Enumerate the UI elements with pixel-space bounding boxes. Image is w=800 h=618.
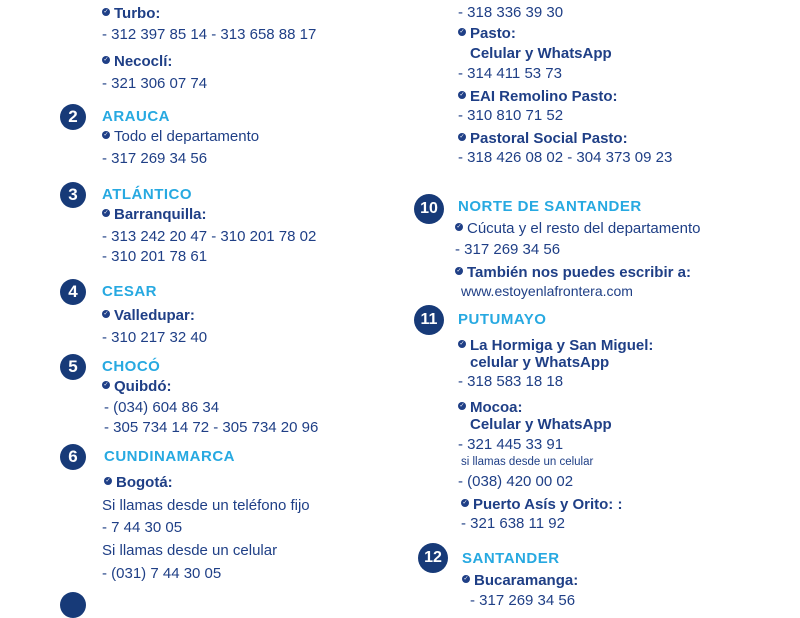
check-icon: ✓ (459, 29, 465, 36)
dept-arauca: ARAUCA (102, 108, 170, 125)
check-icon: ✓ (459, 134, 465, 141)
phone-line: - 318 583 18 18 (458, 373, 564, 390)
phone-line: - 317 269 34 56 (455, 241, 561, 258)
check-icon: ✓ (103, 382, 109, 389)
city-label: También nos puedes escribir a: (467, 264, 691, 281)
phone-line: - (034) 604 86 34 (104, 399, 220, 416)
dept-putumayo: PUTUMAYO (458, 311, 547, 328)
check-icon: ✓ (103, 57, 109, 64)
city-label: Pastoral Social Pasto: (470, 130, 628, 147)
check-icon: ✓ (463, 576, 469, 583)
check-icon: ✓ (103, 132, 109, 139)
phone-line: - 310 810 71 52 (458, 107, 564, 124)
text-line: Si llamas desde un celular (102, 542, 278, 559)
check-icon: ✓ (103, 311, 109, 318)
check-icon: ✓ (459, 92, 465, 99)
city-sub: Celular y WhatsApp (470, 45, 612, 62)
city-label: Puerto Asís y Orito: : (473, 496, 623, 513)
phone-line: - (031) 7 44 30 05 (102, 565, 222, 582)
write-label (455, 264, 691, 281)
dept-choco: CHOCÓ (102, 358, 161, 375)
city-label: Valledupar: (114, 307, 195, 324)
city-label: Turbo: (114, 5, 161, 22)
dept-cundinamarca: CUNDINAMARCA (104, 448, 235, 465)
city-eai (458, 88, 618, 105)
dept-atlantico: ATLÁNTICO (102, 186, 193, 203)
section-number-badge: 12 (418, 543, 448, 573)
dept-norte-santander: NORTE DE SANTANDER (458, 198, 642, 215)
city-sub: Celular y WhatsApp (470, 416, 612, 433)
phone-line: - (038) 420 00 02 (458, 473, 574, 490)
text-value: Cúcuta y el resto del departamento (467, 220, 701, 237)
phone-line: - 321 638 11 92 (461, 515, 565, 532)
city-turbo (102, 5, 160, 22)
note-text: si llamas desde un celular (461, 456, 594, 468)
phone-line: - 321 445 33 91 (458, 436, 564, 453)
text-line: Si llamas desde un teléfono fijo (102, 497, 310, 514)
city-label: EAI Remolino Pasto: (470, 88, 618, 105)
text-line (455, 220, 700, 237)
city-pastoral (458, 130, 628, 147)
city-label: La Hormiga y San Miguel: (470, 337, 654, 354)
city-label: Pasto: (470, 25, 516, 42)
city-valledupar (102, 307, 195, 324)
city-barranquilla (102, 206, 207, 223)
phone-arauca: - 317 269 34 56 (102, 150, 208, 167)
city-bogota (104, 474, 173, 491)
dept-santander: SANTANDER (462, 550, 560, 567)
text-value: Todo el departamento (114, 128, 260, 145)
section-number-badge: 5 (60, 354, 86, 380)
section-number-badge-partial (60, 592, 86, 618)
check-icon: ✓ (459, 341, 465, 348)
city-pasto (458, 25, 516, 42)
city-label: Quibdó: (114, 378, 172, 395)
phone-line: - 313 242 20 47 - 310 201 78 02 (102, 228, 317, 245)
city-mocoa (458, 399, 523, 416)
section-number-badge: 6 (60, 444, 86, 470)
check-icon: ✓ (456, 268, 462, 275)
phone-line: - 310 217 32 40 (102, 329, 208, 346)
text-line (102, 128, 259, 145)
city-sub: celular y WhatsApp (470, 354, 610, 371)
phone-line: - 314 411 53 73 (458, 65, 562, 82)
section-number-badge: 2 (60, 104, 86, 130)
city-quibdo (102, 378, 171, 395)
section-number-badge: 10 (414, 194, 444, 224)
section-number-badge: 11 (414, 305, 444, 335)
section-number-badge: 3 (60, 182, 86, 208)
dept-cesar: CESAR (102, 283, 158, 300)
phone-line-partial: - 317 269 34 56 (470, 592, 576, 609)
phone-necocli: - 321 306 07 74 (102, 75, 208, 92)
check-icon: ✓ (462, 500, 468, 507)
check-icon: ✓ (103, 9, 109, 16)
phone-line: - 318 426 08 02 - 304 373 09 23 (458, 149, 673, 166)
city-necocli (102, 53, 172, 70)
website-link[interactable]: www.estoyenlafrontera.com (461, 283, 633, 299)
check-icon: ✓ (103, 210, 109, 217)
section-number-badge: 4 (60, 279, 86, 305)
phone-line: - 7 44 30 05 (102, 519, 183, 536)
phone-line: - 318 336 39 30 (458, 4, 564, 21)
city-label: Bogotá: (116, 474, 173, 491)
city-label: Barranquilla: (114, 206, 207, 223)
phone-line: - 305 734 14 72 - 305 734 20 96 (104, 419, 319, 436)
city-label: Necoclí: (114, 53, 173, 70)
phone-turbo: - 312 397 85 14 - 313 658 88 17 (102, 26, 317, 43)
check-icon: ✓ (105, 478, 111, 485)
city-puerto-asis (461, 496, 622, 513)
city-label: Mocoa: (470, 399, 523, 416)
phone-line: - 310 201 78 61 (102, 248, 208, 265)
city-label: Bucaramanga: (474, 572, 579, 589)
check-icon: ✓ (456, 224, 462, 231)
check-icon: ✓ (459, 403, 465, 410)
city-la-hormiga (458, 337, 653, 354)
city-bucaramanga (462, 572, 578, 589)
